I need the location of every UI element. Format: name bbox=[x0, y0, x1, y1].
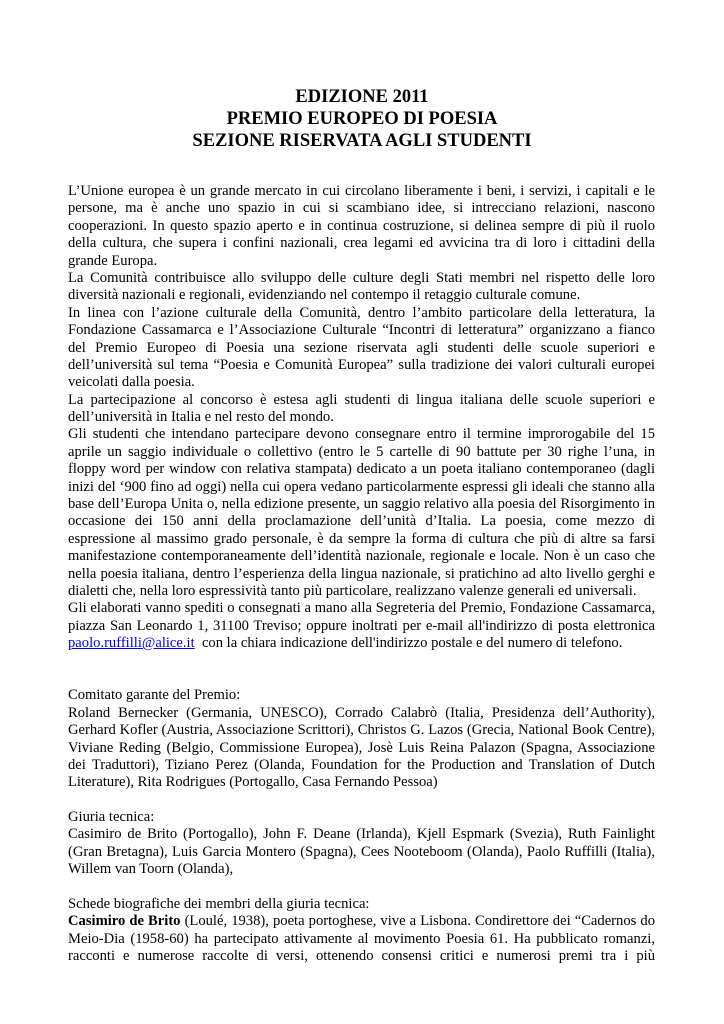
text-line bbox=[68, 426, 655, 443]
line-text: Gli elaborati vanno spediti o consegnati a mano alla Segreteria del Premio, Fondazione Cassamarca, bbox=[68, 600, 655, 617]
text-line bbox=[68, 774, 655, 791]
text-line bbox=[68, 444, 655, 461]
text-line bbox=[68, 566, 655, 583]
text-line bbox=[68, 687, 655, 704]
bold-name: Casimiro de Brito bbox=[68, 913, 181, 930]
text-line bbox=[68, 322, 655, 339]
blank-line bbox=[68, 653, 655, 670]
line-text: Fondazione Cassamarca e l’Associazione Culturale “Incontri di letteratura” organizzano a fianco bbox=[68, 322, 655, 339]
line-text: (Gran Bretagna), Luis Garcia Montero (Spagna), Cees Nooteboom (Olanda), Paolo Ruffilli (Italia), bbox=[68, 843, 655, 860]
line-text: piazza San Leonardo 1, 31100 Treviso; oppure inoltrati per e-mail all'indirizzo di posta elettronica bbox=[68, 617, 655, 634]
line-text: Gerhard Kofler (Austria, Associazione Scrittori), Christos G. Lazos (Grecia, National Book Centre), bbox=[68, 722, 655, 739]
title-prize: PREMIO EUROPEO DI POESIA bbox=[226, 109, 498, 129]
paragraph bbox=[68, 809, 655, 826]
text-line bbox=[68, 809, 655, 826]
text-line bbox=[68, 844, 655, 861]
line-text: aprile un saggio individuale o collettivo (entro le 5 cartelle di 90 battute per 30 righe l’una, in bbox=[68, 443, 655, 460]
text-line bbox=[68, 392, 655, 409]
line-text: diversità nazionali e regionali, evidenziando nel contempo il retaggio culturale comune. bbox=[68, 287, 581, 304]
line-text: (Loulé, 1938), poeta portoghese, vive a Lisbona. Condirettore dei “Cadernos do bbox=[180, 913, 655, 930]
text-line bbox=[68, 357, 655, 374]
line-text: Meio-Dia (1958-60) ha partecipato attivamente al movimento Poesia 61. Ha pubblicato romanzi, bbox=[68, 930, 655, 947]
blank-line bbox=[68, 792, 655, 809]
text-line bbox=[68, 861, 655, 878]
blank-line bbox=[68, 670, 655, 687]
line-text: del Premio Europeo di Poesia una sezione riservata agli studenti delle scuole superiori e bbox=[68, 339, 655, 356]
line-text: Giuria tecnica: bbox=[68, 809, 155, 826]
line-text: dell’università sul tema “Poesia e Comunità Europea” sulla tradizione dei valori culturali europei bbox=[68, 356, 655, 373]
line-text: della cultura, che supera i confini nazionali, crea legami ed avvicina tra di loro i cittadini della bbox=[68, 235, 655, 252]
text-line bbox=[68, 600, 655, 617]
paragraph bbox=[68, 896, 655, 913]
paragraph bbox=[68, 183, 655, 270]
paragraph bbox=[68, 270, 655, 305]
paragraph bbox=[68, 913, 655, 965]
text-line bbox=[68, 461, 655, 478]
line-text: dialetti che, nella loro espressività tanto più particolare, realizzano valenze generali ed universali. bbox=[68, 582, 637, 599]
text-line bbox=[68, 374, 655, 391]
text-line bbox=[68, 896, 655, 913]
text-line bbox=[68, 618, 655, 635]
line-text: nella poesia italiana, dentro l’esperienza della lingua nazionale, si pratichino ad alto livello gerghi e bbox=[68, 565, 655, 582]
line-text: dell’università in Italia e nel resto del mondo. bbox=[68, 409, 334, 426]
text-line bbox=[68, 705, 655, 722]
line-text: espressione al massimo grado personale, è da sempre la forma di cultura che più di altre sa farsi bbox=[68, 530, 655, 547]
paragraph bbox=[68, 426, 655, 600]
text-line bbox=[68, 826, 655, 843]
title-section: SEZIONE RISERVATA AGLI STUDENTI bbox=[192, 131, 532, 151]
line-text: dei Traduttori), Tiziano Perez (Olanda, Foundation for the Production and Translation of Dutch bbox=[68, 756, 655, 773]
line-text: grande Europa. bbox=[68, 252, 158, 269]
text-line bbox=[68, 740, 655, 757]
line-text: inizi del ‘900 fino ad oggi) nella cui opera vedano particolarmente espressi gli ideali che stanno alla bbox=[68, 478, 655, 495]
text-line bbox=[68, 931, 655, 948]
paragraph bbox=[68, 826, 655, 878]
line-text: Willem van Toorn (Olanda), bbox=[68, 861, 234, 878]
text-line bbox=[68, 513, 655, 530]
text-line bbox=[68, 531, 655, 548]
paragraph bbox=[68, 705, 655, 792]
blank-line bbox=[68, 879, 655, 896]
text-line bbox=[68, 409, 655, 426]
line-text: In linea con l’azione culturale della Comunità, dentro l’ambito particolare della letteratura, la bbox=[68, 304, 655, 321]
line-text: persone, ma è anche uno spazio in cui si scambiano idee, si intrecciano relazioni, nascono bbox=[68, 200, 655, 217]
text-line bbox=[68, 496, 655, 513]
line-text: L’Unione europea è un grande mercato in cui circolano liberamente i beni, i servizi, i capitali e le bbox=[68, 183, 655, 199]
text-line bbox=[68, 635, 655, 652]
line-text: cooperazioni. In questo spazio aperto e in continua costruzione, si delinea sempre di più il ruolo bbox=[68, 217, 655, 234]
text-line bbox=[68, 948, 655, 965]
line-text: La partecipazione al concorso è estesa agli studenti di lingua italiana delle scuole superiori e bbox=[68, 391, 655, 408]
line-text: Schede biografiche dei membri della giuria tecnica: bbox=[68, 896, 370, 913]
text-line bbox=[68, 548, 655, 565]
line-text: La Comunità contribuisce allo sviluppo delle culture degli Stati membri nel rispetto delle loro bbox=[68, 269, 655, 286]
line-text: Gli studenti che intendano partecipare devono consegnare entro il termine improrogabile del 15 bbox=[68, 426, 655, 443]
line-text: con la chiara indicazione dell'indirizzo postale e del numero di telefono. bbox=[194, 635, 623, 652]
line-text: Literature), Rita Rodrigues (Portogallo, Casa Fernando Pessoa) bbox=[68, 774, 438, 791]
title-edition: EDIZIONE 2011 bbox=[295, 87, 429, 107]
text-line bbox=[68, 218, 655, 235]
text-line bbox=[68, 183, 655, 200]
text-line bbox=[68, 270, 655, 287]
text-line bbox=[68, 235, 655, 252]
text-line bbox=[68, 305, 655, 322]
line-text: Viviane Reding (Belgio, Commissione Europea), Josè Luis Reina Palazon (Spagna, Associazione bbox=[68, 739, 655, 756]
email-link[interactable]: paolo.ruffilli@alice.it bbox=[68, 635, 195, 652]
paragraph bbox=[68, 392, 655, 427]
text-line bbox=[68, 253, 655, 270]
document-body bbox=[68, 183, 655, 966]
paragraph bbox=[68, 305, 655, 392]
line-text: veicolati dalla poesia. bbox=[68, 374, 195, 391]
text-line bbox=[68, 757, 655, 774]
line-text: Casimiro de Brito (Portogallo), John F. Deane (Irlanda), Kjell Espmark (Svezia), Ruth Fainlight bbox=[68, 826, 655, 843]
document-title bbox=[0, 86, 724, 152]
paragraph bbox=[68, 600, 655, 652]
line-text: occasione dei 150 anni della proclamazione dell’unità d’Italia. La poesia, come mezzo di bbox=[68, 513, 655, 530]
line-text: Comitato garante del Premio: bbox=[68, 687, 241, 704]
text-line bbox=[68, 913, 655, 930]
text-line bbox=[68, 287, 655, 304]
text-line bbox=[68, 722, 655, 739]
text-line bbox=[68, 583, 655, 600]
paragraph bbox=[68, 687, 655, 704]
line-text: Roland Bernecker (Germania, UNESCO), Corrado Calabrò (Italia, Presidenza dell’Authority), bbox=[68, 704, 655, 721]
text-line bbox=[68, 340, 655, 357]
text-line bbox=[68, 479, 655, 496]
line-text: manifestazione contemporaneamente dell’identità nazionale, regionale e locale. Non è un caso che bbox=[68, 548, 655, 565]
line-text: floppy word per window con relativa stampata) dedicato a un poeta italiano contemporaneo (dagli bbox=[68, 461, 655, 478]
line-text: racconti e numerose raccolte di versi, ottenendo consensi critici e numerosi premi tra i più bbox=[68, 948, 655, 965]
text-line bbox=[68, 200, 655, 217]
line-text: base dell’Europa Unita o, nella edizione presente, un saggio relativo alla poesia del Risorgimento in bbox=[68, 496, 655, 513]
